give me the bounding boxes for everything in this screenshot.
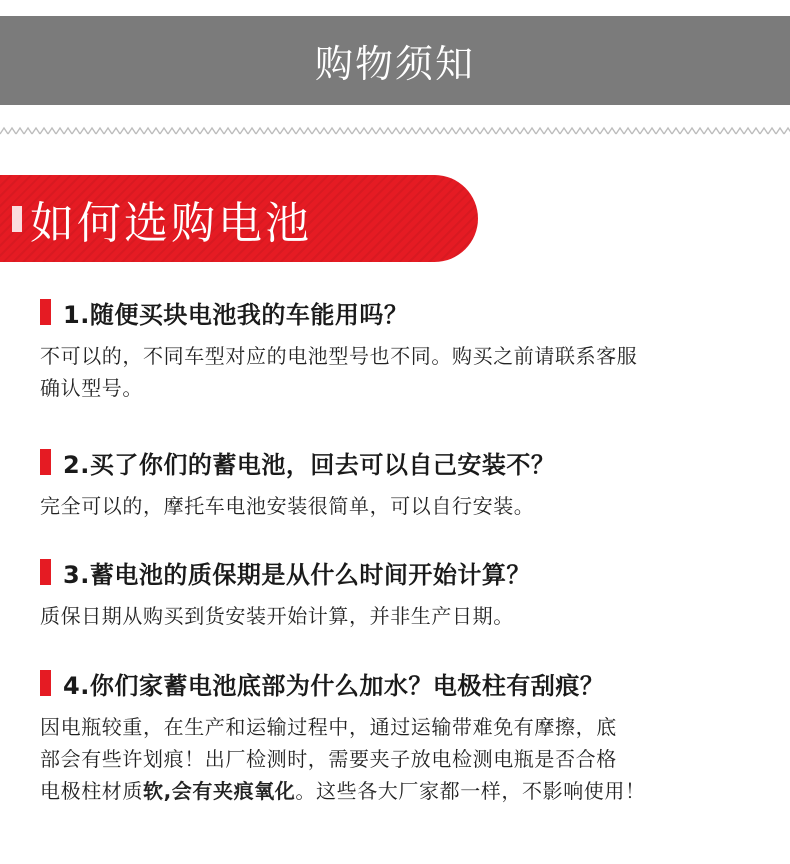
- section-title: 如何选购电池: [30, 197, 312, 249]
- answer-line: 质保日期从购买到货安装开始计算，并非生产日期。: [40, 604, 514, 628]
- faq-item-1: [40, 294, 770, 404]
- faq-item-4: [40, 665, 770, 807]
- question-text: 1.随便买块电池我的车能用吗？: [63, 300, 409, 329]
- answer-line: [40, 775, 770, 807]
- answer-bold-text: 软,会有: [143, 779, 213, 803]
- header-title: 购物须知: [314, 42, 475, 86]
- faq-item-3: [40, 554, 770, 632]
- answer-bold-text: 夹痕: [213, 779, 255, 803]
- section-marker: [12, 206, 22, 232]
- faq-answer-2: [40, 490, 770, 522]
- faq-item-2: [40, 444, 770, 522]
- faq-question-3: [40, 554, 770, 590]
- section-banner: [0, 175, 478, 262]
- faq-question-2: [40, 444, 770, 480]
- answer-line: 部会有些许划痕！出厂检测时，需要夹子放电检测电瓶是否合格: [40, 747, 617, 771]
- question-text: 4.你们家蓄电池底部为什么加水？电极柱有刮痕？: [63, 671, 605, 700]
- answer-text: 电极柱材质: [40, 779, 143, 803]
- answer-line: 完全可以的，摩托车电池安装很简单，可以自行安装。: [40, 494, 535, 518]
- faq-question-4: [40, 665, 770, 701]
- faq-answer-3: [40, 600, 770, 632]
- question-bullet: [40, 299, 51, 325]
- zigzag-divider: [0, 126, 790, 136]
- header-banner: [0, 16, 790, 105]
- question-bullet: [40, 559, 51, 585]
- question-text: 2.买了你们的蓄电池，回去可以自己安装不？: [63, 450, 556, 479]
- answer-line: 不可以的，不同车型对应的电池型号也不同。购买之前请联系客服: [40, 344, 638, 368]
- answer-line: 确认型号。: [40, 376, 143, 400]
- faq-question-1: [40, 294, 770, 330]
- faq-answer-1: [40, 340, 770, 404]
- question-bullet: [40, 449, 51, 475]
- answer-bold-text: 氧化: [254, 779, 296, 803]
- answer-text: 。这些各大厂家都一样，不影响使用！: [295, 779, 646, 803]
- question-text: 3.蓄电池的质保期是从什么时间开始计算？: [63, 560, 531, 589]
- faq-answer-4: [40, 711, 770, 807]
- answer-line: 因电瓶较重，在生产和运输过程中，通过运输带难免有摩擦，底: [40, 715, 617, 739]
- question-bullet: [40, 670, 51, 696]
